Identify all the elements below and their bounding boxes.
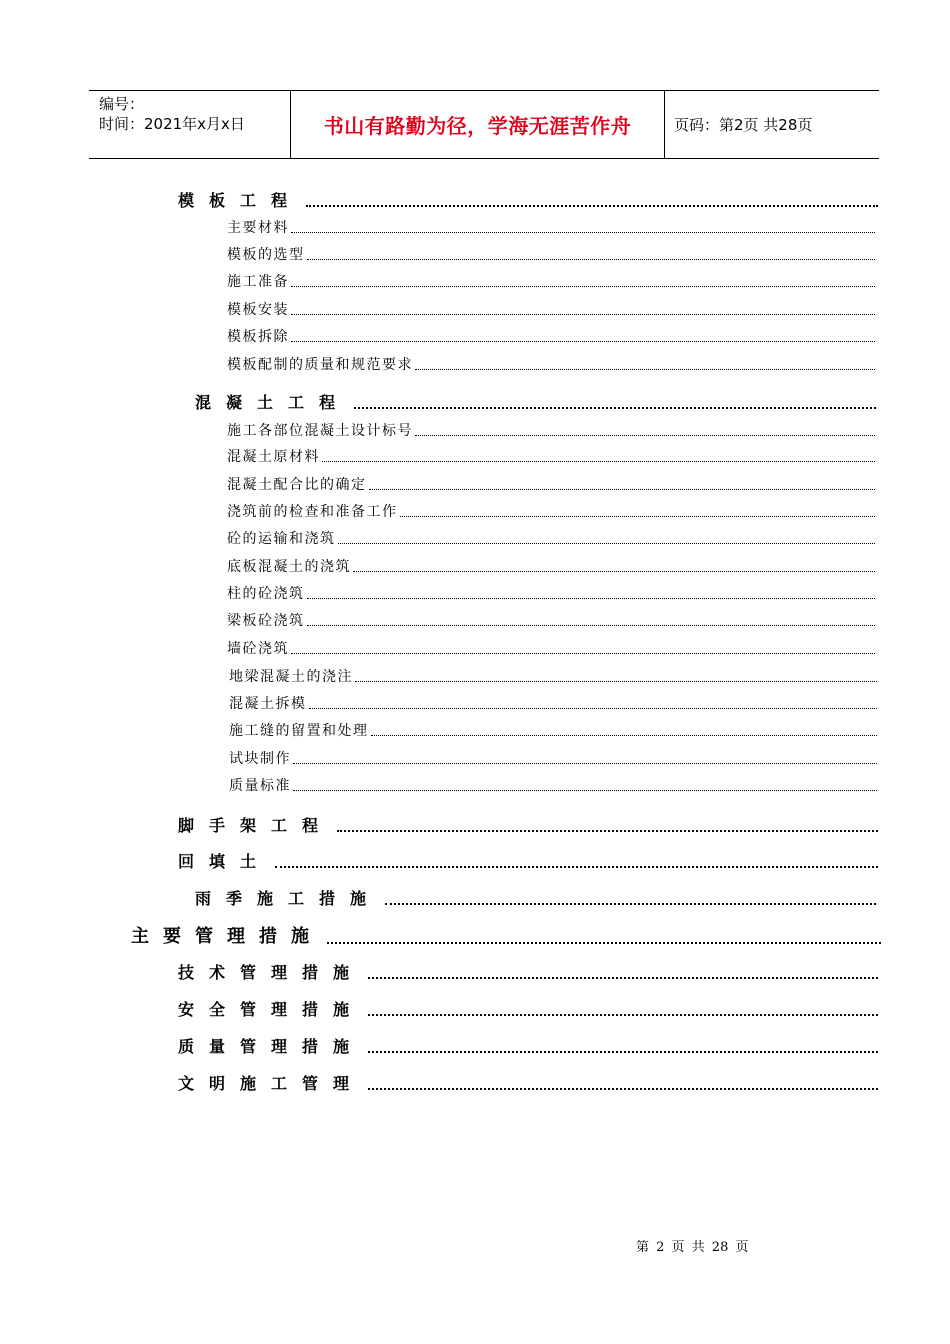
toc-entry-label: 脚手架工程 (178, 816, 334, 835)
toc-entry-label: 安全管理措施 (178, 1000, 365, 1019)
toc-entry[interactable] (178, 813, 878, 836)
toc-leader-dots (400, 515, 876, 517)
document-header (89, 90, 879, 159)
toc-entry[interactable] (227, 583, 875, 603)
toc-entry[interactable] (227, 610, 875, 630)
toc-entry-label: 模板工程 (178, 191, 303, 210)
header-meta-cell (89, 91, 290, 158)
toc-entry-label: 质量标准 (229, 778, 291, 794)
toc-leader-dots (275, 865, 878, 868)
toc-entry[interactable] (229, 775, 877, 795)
toc-leader-dots (293, 762, 877, 764)
toc-entry[interactable] (227, 474, 875, 494)
toc-leader-dots (354, 406, 876, 409)
toc-entry[interactable] (227, 528, 875, 548)
toc-leader-dots (293, 789, 877, 791)
toc-entry-label: 地梁混凝土的浇注 (229, 669, 353, 685)
toc-leader-dots (415, 434, 875, 436)
toc-entry-label: 浇筑前的检查和准备工作 (227, 504, 398, 520)
toc-entry-label: 墙砼浇筑 (227, 641, 289, 657)
toc-entry-label: 主要材料 (227, 220, 289, 236)
toc-leader-dots (337, 829, 878, 832)
toc-entry[interactable] (227, 556, 875, 576)
toc-leader-dots (415, 368, 875, 370)
toc-entry[interactable] (178, 997, 878, 1020)
toc-entry-label: 技术管理措施 (178, 963, 365, 982)
toc-entry-label: 模板拆除 (227, 329, 289, 345)
toc-leader-dots (322, 460, 875, 462)
toc-entry[interactable] (227, 217, 875, 237)
toc-leader-dots (385, 902, 876, 905)
toc-leader-dots (368, 976, 878, 979)
toc-entry[interactable] (227, 420, 875, 440)
toc-entry[interactable] (227, 271, 875, 291)
toc-entry[interactable] (131, 922, 881, 948)
toc-entry-label: 施工缝的留置和处理 (229, 723, 369, 739)
toc-leader-dots (368, 1050, 878, 1053)
toc-leader-dots (371, 734, 878, 736)
toc-entry-label: 砼的运输和浇筑 (227, 531, 336, 547)
document-date-label: 时间：2021年x月x日 (99, 115, 245, 133)
toc-leader-dots (307, 597, 876, 599)
header-motto-cell (290, 91, 665, 158)
toc-leader-dots (307, 624, 876, 626)
toc-entry-label: 底板混凝土的浇筑 (227, 559, 351, 575)
toc-leader-dots (353, 570, 875, 572)
toc-leader-dots (327, 941, 881, 944)
toc-leader-dots (368, 1087, 878, 1090)
toc-leader-dots (338, 542, 876, 544)
toc-entry[interactable] (227, 446, 875, 466)
toc-leader-dots (309, 707, 878, 709)
toc-leader-dots (369, 488, 876, 490)
header-page-cell (664, 91, 879, 158)
toc-entry[interactable] (229, 748, 877, 768)
toc-entry[interactable] (178, 188, 878, 211)
toc-entry[interactable] (227, 244, 875, 264)
toc-entry[interactable] (229, 720, 877, 740)
toc-leader-dots (307, 258, 876, 260)
toc-entry-label: 文明施工管理 (178, 1074, 365, 1093)
toc-entry[interactable] (178, 1071, 878, 1094)
toc-entry-label: 施工准备 (227, 274, 289, 290)
toc-entry-label: 模板配制的质量和规范要求 (227, 357, 413, 373)
toc-leader-dots (291, 231, 875, 233)
toc-entry-label: 试块制作 (229, 751, 291, 767)
toc-leader-dots (306, 204, 878, 207)
toc-entry[interactable] (227, 326, 875, 346)
toc-entry[interactable] (178, 960, 878, 983)
toc-entry-label: 质量管理措施 (178, 1037, 365, 1056)
toc-entry-label: 模板的选型 (227, 247, 305, 263)
toc-entry-label: 混凝土拆模 (229, 696, 307, 712)
toc-entry[interactable] (227, 354, 875, 374)
toc-entry-label: 柱的砼浇筑 (227, 586, 305, 602)
toc-entry-label: 混凝土工程 (195, 393, 351, 412)
toc-leader-dots (291, 652, 875, 654)
toc-entry[interactable] (227, 299, 875, 319)
toc-entry[interactable] (227, 501, 875, 521)
toc-entry[interactable] (195, 390, 876, 413)
toc-entry-label: 梁板砼浇筑 (227, 613, 305, 629)
page-footer: 第 2 页 共 28 页 (636, 1240, 749, 1255)
toc-entry-label: 施工各部位混凝土设计标号 (227, 423, 413, 439)
toc-leader-dots (368, 1013, 878, 1016)
toc-entry[interactable] (227, 638, 875, 658)
toc-entry-label: 雨季施工措施 (195, 889, 382, 908)
toc-entry-label: 混凝土原材料 (227, 449, 320, 465)
toc-entry[interactable] (178, 1034, 878, 1057)
toc-entry[interactable] (178, 849, 878, 872)
toc-leader-dots (355, 680, 877, 682)
toc-leader-dots (291, 340, 875, 342)
toc-leader-dots (291, 285, 875, 287)
document-number-label: 编号： (99, 95, 145, 113)
toc-entry[interactable] (229, 693, 877, 713)
header-motto: 书山有路勤为径，学海无涯苦作舟 (323, 114, 632, 138)
toc-entry[interactable] (195, 886, 876, 909)
toc-entry-label: 回填土 (178, 852, 272, 871)
toc-leader-dots (291, 313, 875, 315)
toc-entry[interactable] (229, 666, 877, 686)
toc-entry-label: 混凝土配合比的确定 (227, 477, 367, 493)
toc-entry-label: 模板安装 (227, 302, 289, 318)
header-page-info: 页码：第2页 共28页 (674, 116, 813, 134)
toc-entry-label: 主要管理措施 (131, 926, 323, 947)
